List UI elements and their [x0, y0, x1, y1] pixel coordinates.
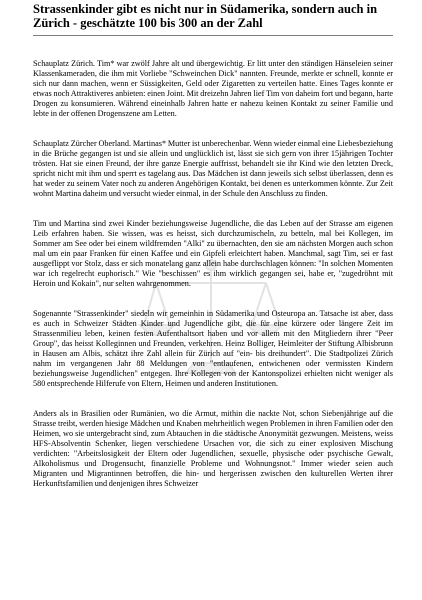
article-paragraph: Schauplatz Zürcher Oberland. Martinas* Mutter ist unberechenbar. Wenn wieder einmal eine Liebesbeziehung in die Brüche gegangen ist und sie allein und unglücklich ist, lässt sie sich gern von ihrer 15jährigen Tochter trösten. Hat sie einen Freund, der ihre ganze Energie auffrisst, behandelt sie ihr Kind wie den letzten Dreck, spricht nicht mit ihm und sperrt es tagelang aus. Das Mädchen ist dann jeweils sich selbst überlassen, denn es hat weder zu seinem Vater noch zu anderen Angehörigen Kontakt, bei denen es unterkommen könnte. Zur Zeit wohnt Martina daheim und versucht wieder einmal, in der Schule den Anschluss zu finden. [33, 139, 395, 198]
article-body [33, 39, 393, 509]
article-headline: Strassenkinder gibt es nicht nur in Südamerika, sondern auch in Zürich - geschätzte 100 bis 300 an der Zahl [33, 2, 378, 30]
article-paragraph: Schauplatz Zürich. Tim* war zwölf Jahre alt und übergewichtig. Er litt unter den ständigen Hänseleien seiner Klassenkameraden, die ihm mit Vorliebe "Schweinchen Dick" nannten. Freunde, merkte er schnell, konnte er sich nur dann machen, wenn er Süssigkeiten, Geld oder Zigaretten zu verteilen hatte. Eines Tages konnte er etwas noch Attraktiveres anbieten: einen Joint. Mit dreizehn Jahren lief Tim von daheim fort und begann, harte Drogen zu konsumieren. Während eineinhalb Jahren hatte er nahezu keinen Kontakt zu seiner Familie und lebte in der offenen Drogenszene am Letten. [33, 59, 395, 118]
headline-divider [33, 35, 393, 36]
article-paragraph: Sogenannte "Strassenkinder" siedeln wir gemeinhin in Südamerika und Osteuropa an. Tatsache ist aber, dass es auch in Schweizer Städten Kinder und Jugendliche gibt, die für eine kürzere oder längere Zeit im Strassenmilieu leben, keinen festen Aufenthaltsort haben und vor allem mit den Mitgliedern ihrer "Peer Group", das heisst Kolleginnen und Freunden, verkehren. Heinz Bolliger, Heimleiter der Stiftung Albisbrunn in Hausen am Albis, schätzt ihre Zahl allein für Zürich auf "ein- bis dreihundert". Die Stadtpolizei Zürich nahm im vergangenen Jahr 88 Meldungen von "entlaufenen, entwichenen oder vermissten Kindern beziehungsweise Jugendlichen" entgegen. Ihre Kollegen von der Kantonspolizei erhielten nicht weniger als 580 entsprechende Hilferufe von Eltern, Heimen und anderen Institutionen. [33, 309, 395, 388]
article-paragraph: Tim und Martina sind zwei Kinder beziehungsweise Jugendliche, die das Leben auf der Strasse am eigenen Leib erfahren haben. Sie wissen, was es heisst, sich durchzumischeln, zu betteln, mal bei Kollegen, im Sommer am See oder bei einem wildfremden "Alki" zu übernachten, den sie am nächsten Morgen auch schon mal um ein paar Franken für einen Kaffee und ein Gipfeli erleichtert haben. Manchmal, sagt Tim, sei er fast ausgeflippt vor Stolz, dass er sich monatelang ganz allein habe durchschlagen können: "In solchen Momenten war ich regelrecht euphorisch." Wie "beschissen" es ihm wirklich gegangen sei, habe er, "zugedröhnt mit Heroin und Kokain", nur selten wahrgenommen. [33, 219, 395, 288]
article-paragraph: Anders als in Brasilien oder Rumänien, wo die Armut, mithin die nackte Not, schon Siebenjährige auf die Strasse treibt, werden hiesige Mädchen und Knaben mehrheitlich wegen Problemen in ihren Familien oder den Heimen, wo sie untergebracht sind, zum Abtauchen in die städtische Anonymität gezwungen. Meistens, weiss HFS-Absolventin Schenker, liegen verschiedene Ursachen vor, die sich zu einer explosiven Mischung verdichten: "Arbeitslosigkeit der Eltern oder Jugendlichen, sexuelle, physische oder psychische Gewalt, Alkoholismus und Drogensucht, finanzielle Probleme und Wohnungsnot." Immer wieder seien auch Migranten und Migrantinnen betroffen, die hin- und hergerissen zwischen den kulturellen Werten ihrer Herkunftsfamilien und denjenigen ihres Schweizer [33, 409, 395, 488]
